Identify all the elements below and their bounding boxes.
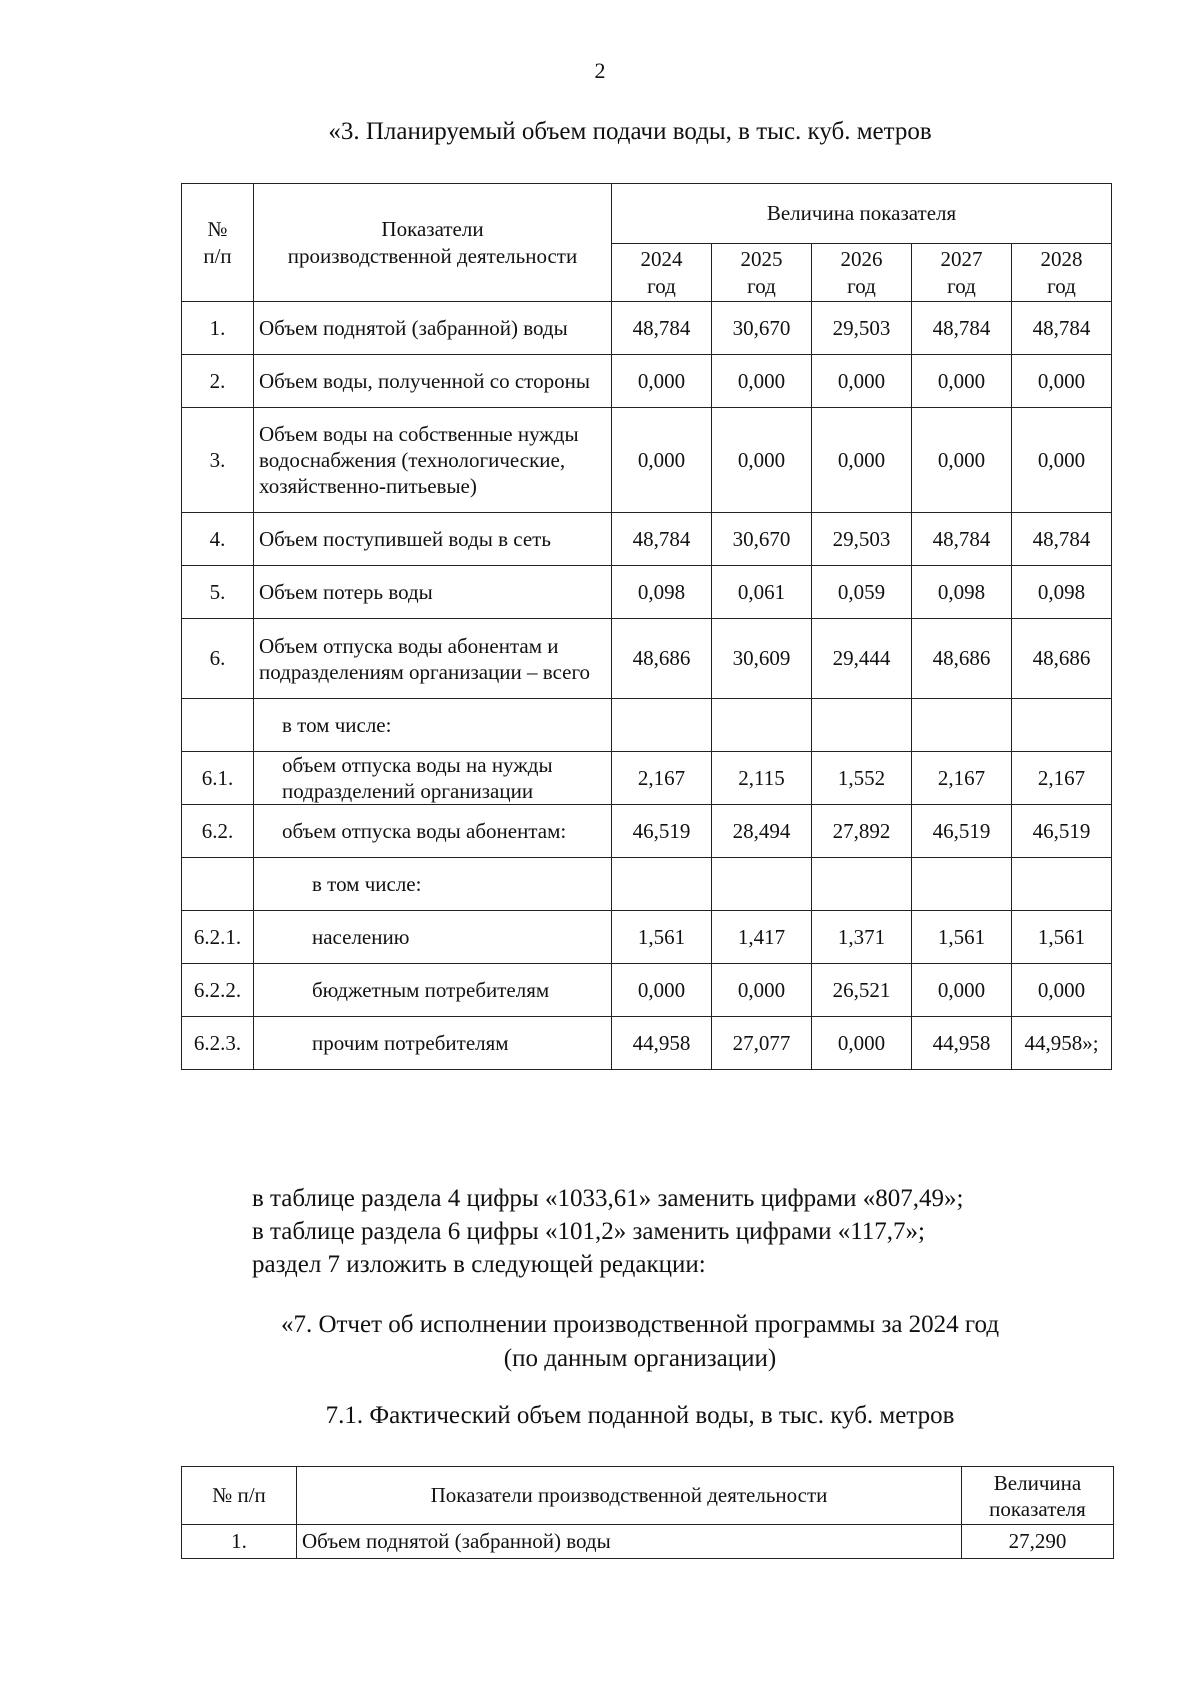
value-cell: 0,000 (1012, 964, 1112, 1017)
table-row (182, 355, 1112, 408)
column-header-indicator: Показатели производственной деятельности (297, 1467, 962, 1525)
value-cell: 30,670 (712, 513, 812, 566)
value-cell: 0,059 (812, 566, 912, 619)
value-cell: 0,000 (812, 408, 912, 513)
year-header: 2026 год (812, 244, 912, 302)
planned-water-supply-table (181, 183, 1112, 1070)
year-header: 2024 год (612, 244, 712, 302)
value-cell: 30,609 (712, 619, 812, 699)
value-cell: 48,686 (1012, 619, 1112, 699)
row-number: 3. (182, 408, 254, 513)
indicator-name: Объем отпуска воды абонентам и подразделениям организации – всего (254, 619, 612, 699)
row-number: 6.2.1. (182, 911, 254, 964)
value-cell: 0,000 (712, 355, 812, 408)
table-row (182, 699, 1112, 752)
value-cell: 48,686 (612, 619, 712, 699)
column-header-indicator: Показатели производственной деятельности (254, 184, 612, 302)
value-cell: 29,444 (812, 619, 912, 699)
value-cell: 48,686 (912, 619, 1012, 699)
column-header-number: № п/п (182, 184, 254, 302)
value-cell: 44,958 (912, 1017, 1012, 1070)
indicator-name: прочим потребителям (254, 1017, 612, 1070)
indicator-name: Объем воды на собственные нужды водоснабжения (технологические, хозяйственно-питьевые) (254, 408, 612, 513)
amendment-paragraph-3: раздел 7 изложить в следующей редакции: (252, 1251, 706, 1278)
value-cell: 46,519 (612, 805, 712, 858)
value-cell (1012, 858, 1112, 911)
table-row (182, 513, 1112, 566)
row-number: 1. (182, 302, 254, 355)
value-cell: 29,503 (812, 513, 912, 566)
table-header-row (182, 184, 1112, 244)
year-header: 2028 год (1012, 244, 1112, 302)
value-cell: 0,000 (612, 408, 712, 513)
row-number: 4. (182, 513, 254, 566)
value-cell: 48,784 (612, 302, 712, 355)
value-cell: 46,519 (1012, 805, 1112, 858)
table-row (182, 1525, 1114, 1559)
table-row (182, 805, 1112, 858)
value-cell (812, 858, 912, 911)
section-7-1-title: 7.1. Фактический объем поданной воды, в тыс. куб. метров (325, 1402, 955, 1429)
table-row (182, 858, 1112, 911)
page-number: 2 (594, 58, 606, 83)
value-cell: 48,784 (912, 513, 1012, 566)
value-cell: 0,000 (912, 355, 1012, 408)
table-row (182, 408, 1112, 513)
indicator-name: населению (254, 911, 612, 964)
row-number: 6.1. (182, 752, 254, 805)
value-cell: 2,115 (712, 752, 812, 805)
value-cell (612, 699, 712, 752)
section-7-title: «7. Отчет об исполнении производственной программы за 2024 год (по данным организации) (280, 1311, 1000, 1372)
table-header-row (182, 1467, 1114, 1525)
value-cell: 48,784 (1012, 513, 1112, 566)
value-cell: 0,000 (1012, 355, 1112, 408)
value-cell: 0,000 (1012, 408, 1112, 513)
value-cell: 0,000 (812, 1017, 912, 1070)
row-number (182, 699, 254, 752)
value-cell: 27,892 (812, 805, 912, 858)
value-cell: 0,061 (712, 566, 812, 619)
indicator-name: Объем поднятой (забранной) воды (254, 302, 612, 355)
value-cell: 0,098 (1012, 566, 1112, 619)
value-cell: 0,098 (912, 566, 1012, 619)
value-cell: 0,000 (712, 964, 812, 1017)
value-cell: 44,958»; (1012, 1017, 1112, 1070)
actual-water-supply-table (181, 1466, 1114, 1559)
value-cell: 0,000 (612, 355, 712, 408)
value-cell: 46,519 (912, 805, 1012, 858)
value-cell: 0,000 (912, 408, 1012, 513)
table-row (182, 752, 1112, 805)
indicator-name: Объем поднятой (забранной) воды (297, 1525, 962, 1559)
value-cell: 2,167 (1012, 752, 1112, 805)
value-cell: 0,000 (612, 964, 712, 1017)
value-cell: 0,000 (812, 355, 912, 408)
indicator-name: в том числе: (254, 699, 612, 752)
value-cell (912, 858, 1012, 911)
indicator-name: Объем воды, полученной со стороны (254, 355, 612, 408)
indicator-name: объем отпуска воды абонентам: (254, 805, 612, 858)
table-row (182, 619, 1112, 699)
value-cell: 1,552 (812, 752, 912, 805)
row-number: 2. (182, 355, 254, 408)
value-cell: 0,098 (612, 566, 712, 619)
value-cell: 0,000 (912, 964, 1012, 1017)
column-header-value: Величина показателя (612, 184, 1112, 244)
row-number (182, 858, 254, 911)
year-header: 2027 год (912, 244, 1012, 302)
row-number: 6.2. (182, 805, 254, 858)
table-row (182, 964, 1112, 1017)
section-3-title: «3. Планируемый объем подачи воды, в тыс. куб. метров (328, 118, 932, 145)
value-cell (612, 858, 712, 911)
value-cell: 1,417 (712, 911, 812, 964)
table-row (182, 1017, 1112, 1070)
indicator-name: Объем поступившей воды в сеть (254, 513, 612, 566)
value-cell: 44,958 (612, 1017, 712, 1070)
value-cell (1012, 699, 1112, 752)
row-number: 6.2.2. (182, 964, 254, 1017)
value-cell: 29,503 (812, 302, 912, 355)
value-cell: 1,371 (812, 911, 912, 964)
value-cell (712, 699, 812, 752)
value-cell (712, 858, 812, 911)
row-number: 6.2.3. (182, 1017, 254, 1070)
indicator-name: в том числе: (254, 858, 612, 911)
amendment-paragraph-2: в таблице раздела 6 цифры «101,2» заменить цифрами «117,7»; (252, 1218, 925, 1245)
value-cell: 48,784 (1012, 302, 1112, 355)
value-cell: 1,561 (912, 911, 1012, 964)
value-cell: 27,290 (962, 1525, 1114, 1559)
table-row (182, 566, 1112, 619)
value-cell (912, 699, 1012, 752)
indicator-name: Объем потерь воды (254, 566, 612, 619)
column-header-value: Величина показателя (962, 1467, 1114, 1525)
table-row (182, 911, 1112, 964)
indicator-name: бюджетным потребителям (254, 964, 612, 1017)
value-cell: 30,670 (712, 302, 812, 355)
year-header: 2025 год (712, 244, 812, 302)
table-row (182, 302, 1112, 355)
row-number: 1. (182, 1525, 297, 1559)
row-number: 6. (182, 619, 254, 699)
value-cell: 0,000 (712, 408, 812, 513)
value-cell: 28,494 (712, 805, 812, 858)
value-cell: 48,784 (612, 513, 712, 566)
value-cell: 1,561 (612, 911, 712, 964)
value-cell: 26,521 (812, 964, 912, 1017)
value-cell: 2,167 (612, 752, 712, 805)
row-number: 5. (182, 566, 254, 619)
value-cell: 2,167 (912, 752, 1012, 805)
indicator-name: объем отпуска воды на нужды подразделений организации (254, 752, 612, 805)
value-cell: 27,077 (712, 1017, 812, 1070)
value-cell: 1,561 (1012, 911, 1112, 964)
value-cell (812, 699, 912, 752)
value-cell: 48,784 (912, 302, 1012, 355)
amendment-paragraph-1: в таблице раздела 4 цифры «1033,61» заменить цифрами «807,49»; (252, 1185, 964, 1212)
column-header-number: № п/п (182, 1467, 297, 1525)
